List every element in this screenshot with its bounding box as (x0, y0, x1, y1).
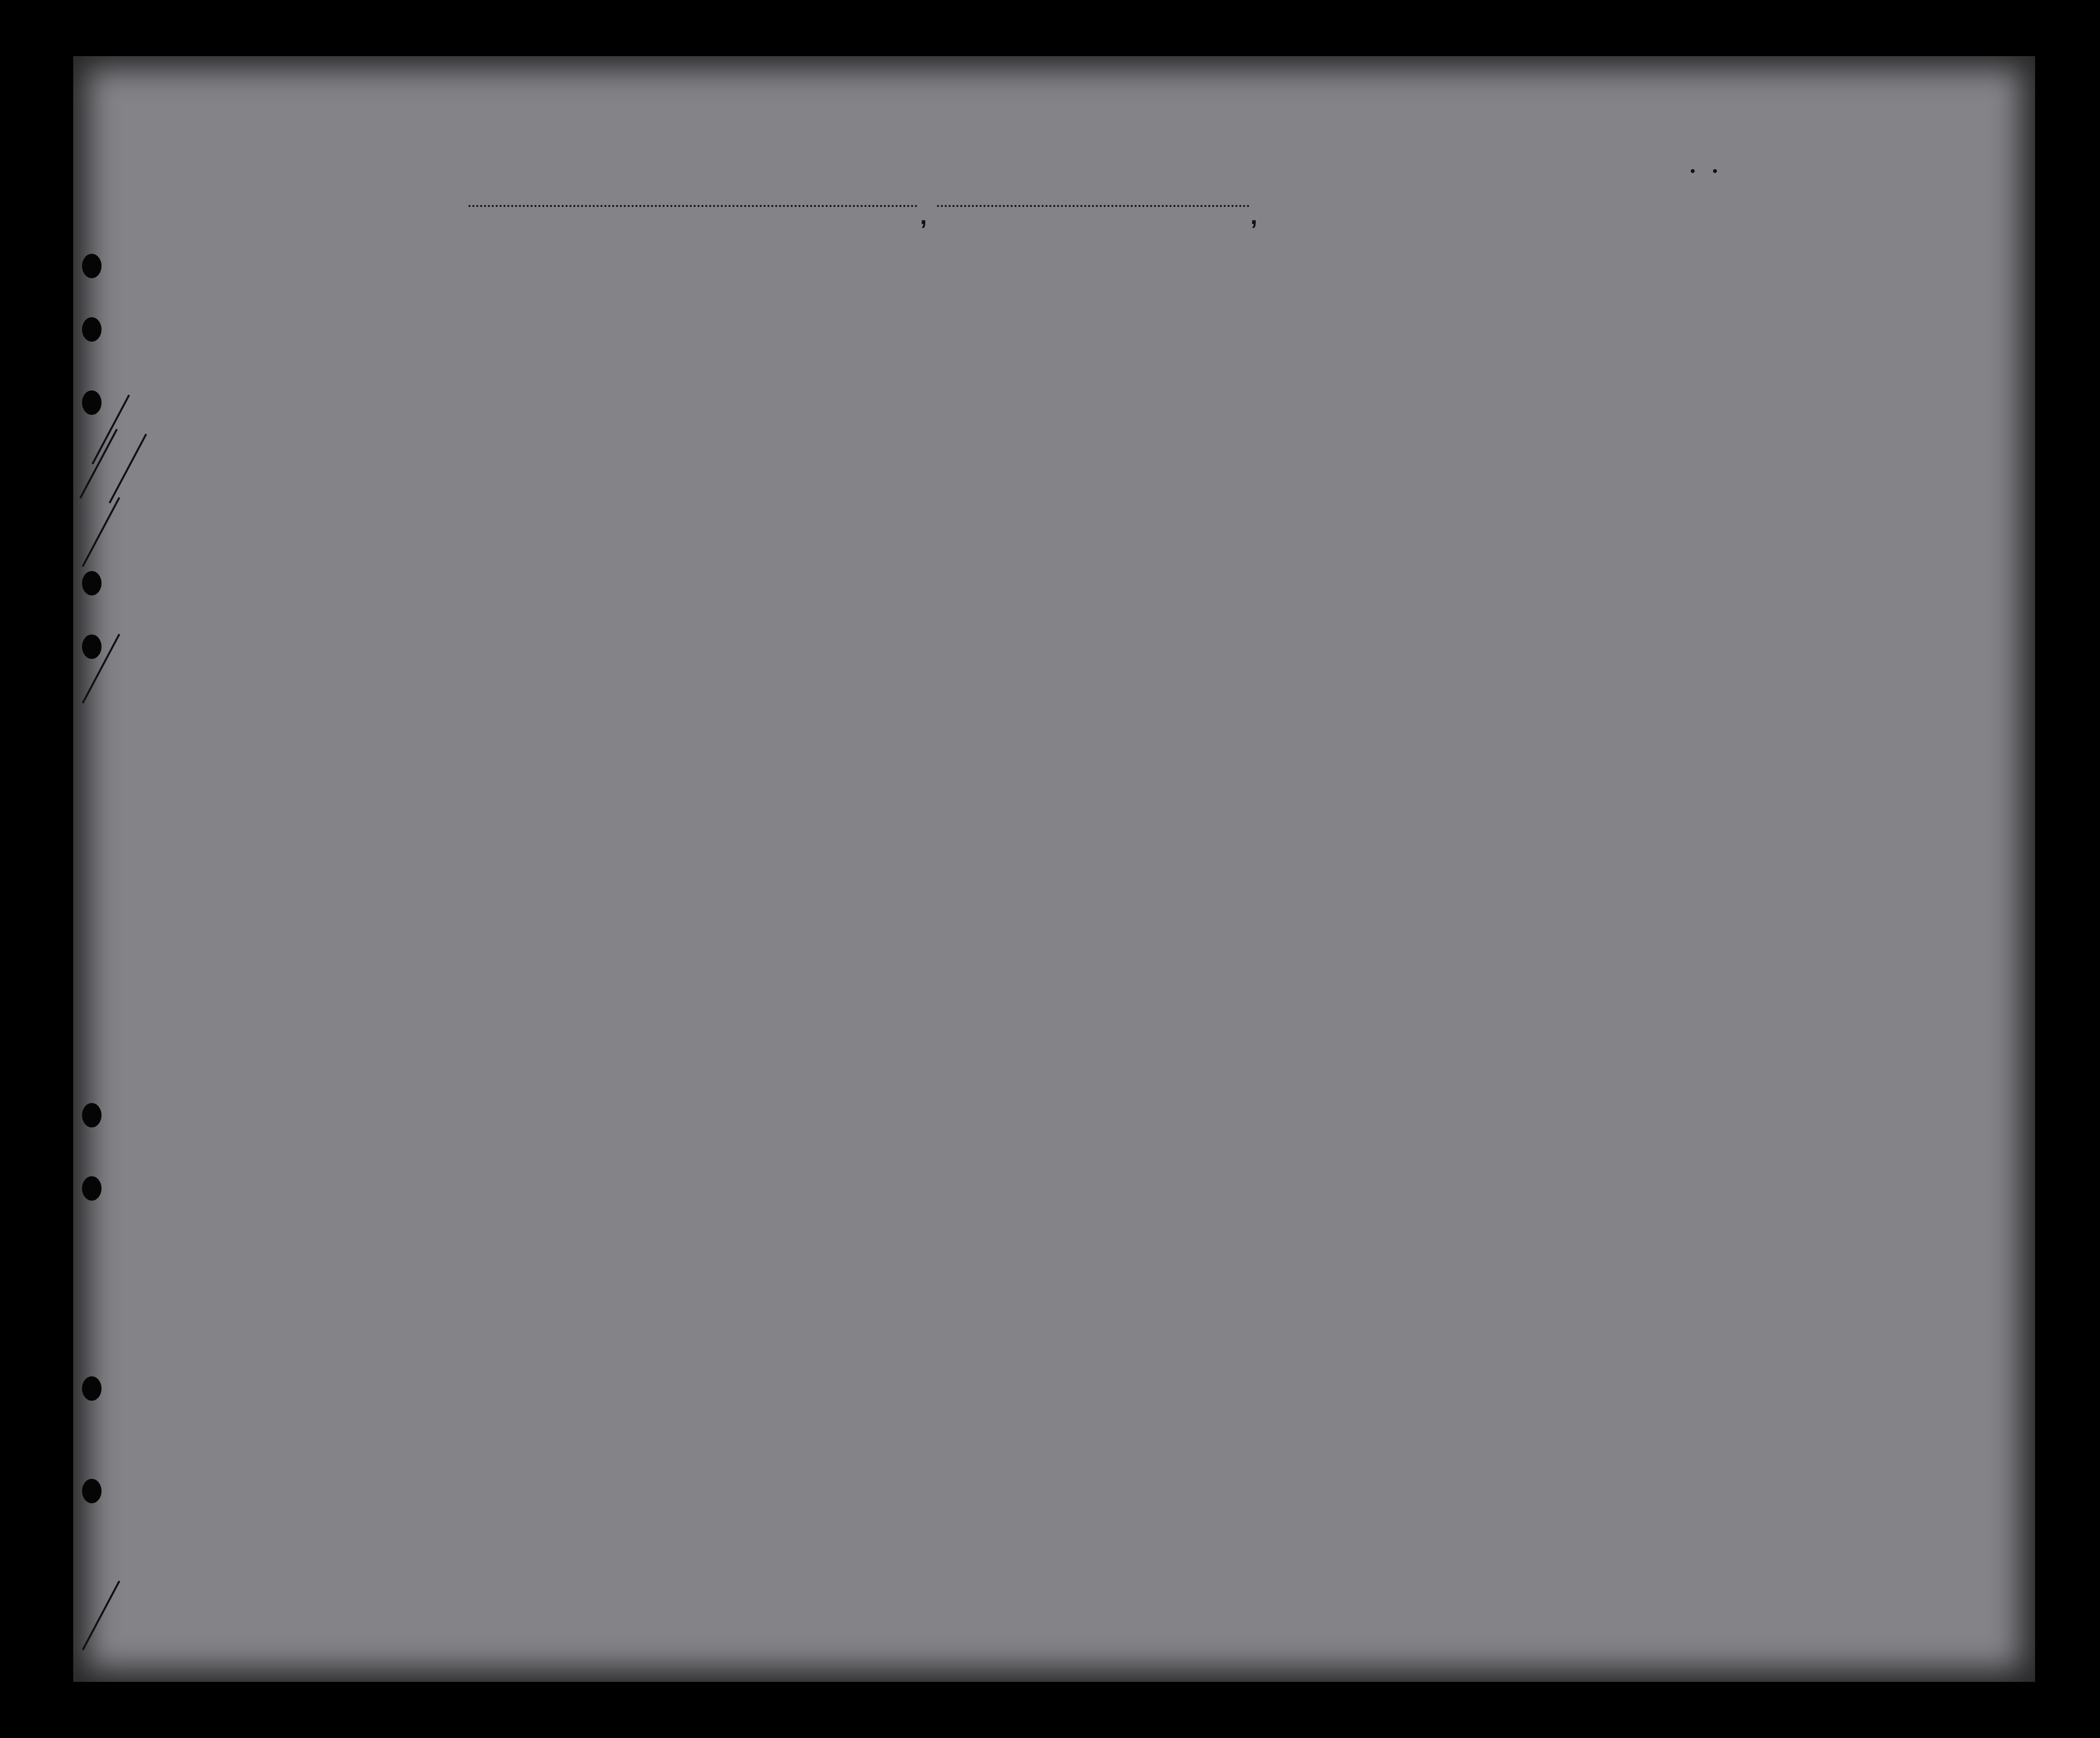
comma: , (1250, 202, 1258, 230)
tourist-class: • • (1689, 165, 1722, 180)
comma: , (920, 202, 927, 230)
